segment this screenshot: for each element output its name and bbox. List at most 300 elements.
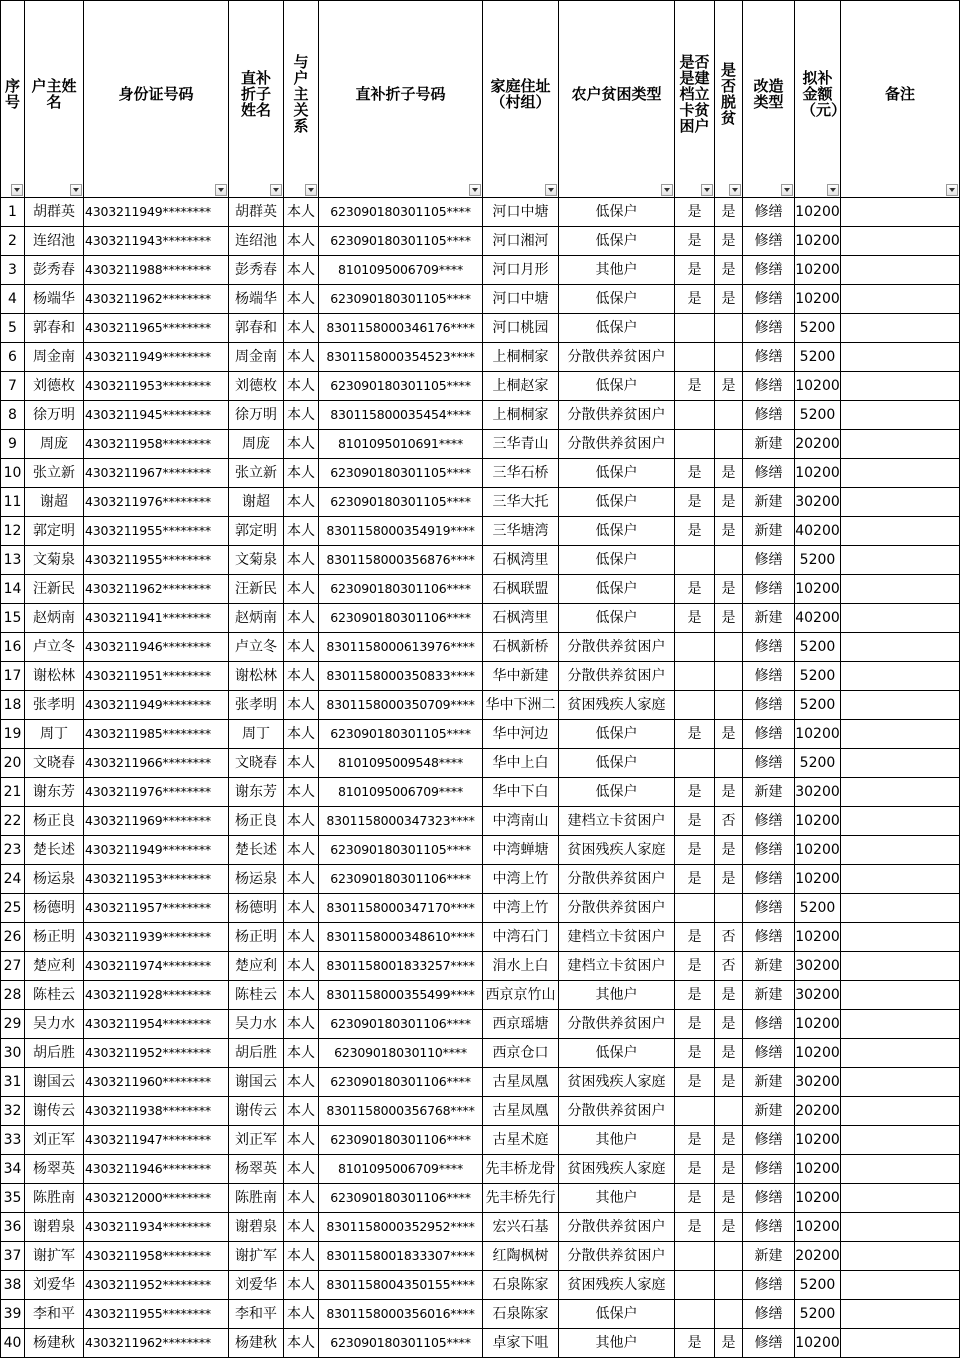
cell-poverty-type[interactable]: 建档立卡贫困户 [559,923,675,952]
filter-dropdown-icon[interactable] [946,184,958,196]
cell-reform-type[interactable]: 修缮 [743,807,795,836]
cell-seq[interactable]: 5 [1,314,25,343]
cell-reform-type[interactable]: 修缮 [743,1039,795,1068]
cell-owner[interactable]: 郭春和 [25,314,84,343]
cell-subsidy[interactable]: 5200 [795,343,841,372]
filter-dropdown-icon[interactable] [305,184,317,196]
cell-relation[interactable]: 本人 [284,1300,319,1329]
cell-book-name[interactable]: 杨德明 [229,894,284,923]
cell-owner[interactable]: 谢国云 [25,1068,84,1097]
cell-is-lifted[interactable]: 否 [715,952,743,981]
cell-address[interactable]: 西京瑶塘 [483,1010,559,1039]
cell-book-name[interactable]: 汪新民 [229,575,284,604]
cell-remark[interactable] [841,749,960,778]
cell-remark[interactable] [841,894,960,923]
cell-seq[interactable]: 33 [1,1126,25,1155]
cell-remark[interactable] [841,1184,960,1213]
cell-remark[interactable] [841,1300,960,1329]
cell-relation[interactable]: 本人 [284,778,319,807]
cell-subsidy[interactable]: 10200 [795,575,841,604]
cell-account[interactable]: 623090180301106**** [319,1010,483,1039]
cell-reform-type[interactable]: 修缮 [743,372,795,401]
cell-book-name[interactable]: 谢扩军 [229,1242,284,1271]
cell-relation[interactable]: 本人 [284,430,319,459]
cell-account[interactable]: 623090180301105**** [319,488,483,517]
cell-address[interactable]: 河口湘河 [483,227,559,256]
cell-is-registered[interactable]: 是 [675,227,715,256]
cell-is-registered[interactable]: 是 [675,807,715,836]
cell-is-registered[interactable] [675,1242,715,1271]
cell-relation[interactable]: 本人 [284,1039,319,1068]
cell-book-name[interactable]: 杨端华 [229,285,284,314]
cell-is-lifted[interactable] [715,633,743,662]
cell-relation[interactable]: 本人 [284,1329,319,1358]
cell-owner[interactable]: 连绍池 [25,227,84,256]
cell-reform-type[interactable]: 修缮 [743,314,795,343]
cell-book-name[interactable]: 杨正明 [229,923,284,952]
cell-owner[interactable]: 汪新民 [25,575,84,604]
cell-remark[interactable] [841,488,960,517]
cell-book-name[interactable]: 彭秀春 [229,256,284,285]
cell-reform-type[interactable]: 修缮 [743,1213,795,1242]
cell-relation[interactable]: 本人 [284,836,319,865]
cell-is-lifted[interactable] [715,343,743,372]
cell-is-lifted[interactable]: 是 [715,1213,743,1242]
cell-poverty-type[interactable]: 低保户 [559,285,675,314]
cell-seq[interactable]: 21 [1,778,25,807]
cell-account[interactable]: 8301158000346176**** [319,314,483,343]
cell-subsidy[interactable]: 30200 [795,778,841,807]
cell-seq[interactable]: 19 [1,720,25,749]
cell-id-number[interactable]: 4303211949******** [84,836,229,865]
cell-account[interactable]: 623090180301105**** [319,720,483,749]
cell-account[interactable]: 8301158000352952**** [319,1213,483,1242]
cell-remark[interactable] [841,1126,960,1155]
cell-owner[interactable]: 谢扩军 [25,1242,84,1271]
cell-is-lifted[interactable] [715,749,743,778]
cell-book-name[interactable]: 周庞 [229,430,284,459]
cell-relation[interactable]: 本人 [284,1068,319,1097]
cell-is-lifted[interactable]: 是 [715,836,743,865]
cell-subsidy[interactable]: 10200 [795,1184,841,1213]
cell-remark[interactable] [841,1097,960,1126]
cell-account[interactable]: 623090180301106**** [319,604,483,633]
cell-book-name[interactable]: 李和平 [229,1300,284,1329]
cell-seq[interactable]: 3 [1,256,25,285]
cell-address[interactable]: 中湾石门 [483,923,559,952]
cell-id-number[interactable]: 4303211952******** [84,1271,229,1300]
cell-is-registered[interactable] [675,314,715,343]
cell-id-number[interactable]: 4303211974******** [84,952,229,981]
cell-owner[interactable]: 杨建秋 [25,1329,84,1358]
cell-subsidy[interactable]: 10200 [795,256,841,285]
cell-owner[interactable]: 谢松林 [25,662,84,691]
cell-poverty-type[interactable]: 低保户 [559,749,675,778]
cell-is-lifted[interactable]: 是 [715,1155,743,1184]
cell-subsidy[interactable]: 10200 [795,372,841,401]
cell-subsidy[interactable]: 30200 [795,1068,841,1097]
cell-id-number[interactable]: 4303211955******** [84,1300,229,1329]
cell-owner[interactable]: 张孝明 [25,691,84,720]
cell-poverty-type[interactable]: 其他户 [559,1184,675,1213]
cell-owner[interactable]: 吴力水 [25,1010,84,1039]
cell-reform-type[interactable]: 修缮 [743,256,795,285]
cell-address[interactable]: 中湾上竹 [483,894,559,923]
cell-id-number[interactable]: 4303211955******** [84,517,229,546]
cell-id-number[interactable]: 4303211962******** [84,1329,229,1358]
cell-seq[interactable]: 6 [1,343,25,372]
cell-account[interactable]: 8301158000347170**** [319,894,483,923]
cell-reform-type[interactable]: 修缮 [743,1271,795,1300]
cell-address[interactable]: 石泉陈家 [483,1271,559,1300]
cell-owner[interactable]: 赵炳南 [25,604,84,633]
cell-id-number[interactable]: 4303211934******** [84,1213,229,1242]
cell-poverty-type[interactable]: 分散供养贫困户 [559,401,675,430]
cell-poverty-type[interactable]: 低保户 [559,720,675,749]
cell-poverty-type[interactable]: 分散供养贫困户 [559,865,675,894]
cell-subsidy[interactable]: 40200 [795,517,841,546]
cell-subsidy[interactable]: 10200 [795,1329,841,1358]
cell-reform-type[interactable]: 新建 [743,778,795,807]
cell-owner[interactable]: 周庞 [25,430,84,459]
cell-poverty-type[interactable]: 低保户 [559,227,675,256]
cell-subsidy[interactable]: 10200 [795,836,841,865]
cell-id-number[interactable]: 4303211962******** [84,575,229,604]
cell-book-name[interactable]: 郭定明 [229,517,284,546]
cell-account[interactable]: 830115800035454**** [319,401,483,430]
cell-remark[interactable] [841,198,960,227]
cell-account[interactable]: 623090180301106**** [319,1126,483,1155]
cell-is-registered[interactable]: 是 [675,575,715,604]
filter-dropdown-icon[interactable] [215,184,227,196]
cell-relation[interactable]: 本人 [284,314,319,343]
cell-is-registered[interactable]: 是 [675,1155,715,1184]
cell-address[interactable]: 华中下白 [483,778,559,807]
cell-poverty-type[interactable]: 分散供养贫困户 [559,430,675,459]
cell-remark[interactable] [841,1068,960,1097]
cell-seq[interactable]: 40 [1,1329,25,1358]
cell-owner[interactable]: 杨正良 [25,807,84,836]
cell-owner[interactable]: 杨翠英 [25,1155,84,1184]
filter-dropdown-icon[interactable] [469,184,481,196]
cell-is-registered[interactable]: 是 [675,198,715,227]
cell-account[interactable]: 623090180301106**** [319,575,483,604]
filter-dropdown-icon[interactable] [781,184,793,196]
cell-owner[interactable]: 文菊泉 [25,546,84,575]
cell-relation[interactable]: 本人 [284,720,319,749]
cell-subsidy[interactable]: 10200 [795,459,841,488]
cell-is-lifted[interactable]: 是 [715,778,743,807]
cell-relation[interactable]: 本人 [284,1213,319,1242]
cell-subsidy[interactable]: 5200 [795,401,841,430]
cell-id-number[interactable]: 4303211988******** [84,256,229,285]
cell-relation[interactable]: 本人 [284,1126,319,1155]
cell-seq[interactable]: 24 [1,865,25,894]
cell-remark[interactable] [841,1010,960,1039]
cell-address[interactable]: 华中新建 [483,662,559,691]
cell-reform-type[interactable]: 修缮 [743,720,795,749]
cell-is-registered[interactable] [675,343,715,372]
cell-remark[interactable] [841,546,960,575]
cell-is-lifted[interactable]: 是 [715,285,743,314]
cell-is-registered[interactable] [675,546,715,575]
cell-poverty-type[interactable]: 低保户 [559,1300,675,1329]
cell-id-number[interactable]: 4303211939******** [84,923,229,952]
cell-address[interactable]: 宏兴石基 [483,1213,559,1242]
cell-poverty-type[interactable]: 低保户 [559,372,675,401]
cell-reform-type[interactable]: 修缮 [743,894,795,923]
cell-is-registered[interactable]: 是 [675,1329,715,1358]
cell-address[interactable]: 华中上白 [483,749,559,778]
cell-remark[interactable] [841,343,960,372]
cell-book-name[interactable]: 郭春和 [229,314,284,343]
cell-book-name[interactable]: 赵炳南 [229,604,284,633]
cell-is-lifted[interactable]: 是 [715,372,743,401]
cell-remark[interactable] [841,604,960,633]
cell-account[interactable]: 8301158000613976**** [319,633,483,662]
cell-seq[interactable]: 13 [1,546,25,575]
cell-poverty-type[interactable]: 贫困残疾人家庭 [559,1271,675,1300]
cell-seq[interactable]: 31 [1,1068,25,1097]
cell-is-lifted[interactable]: 是 [715,865,743,894]
cell-book-name[interactable]: 刘德枚 [229,372,284,401]
cell-poverty-type[interactable]: 分散供养贫困户 [559,1242,675,1271]
cell-remark[interactable] [841,1271,960,1300]
cell-account[interactable]: 623090180301105**** [319,372,483,401]
cell-remark[interactable] [841,662,960,691]
cell-seq[interactable]: 30 [1,1039,25,1068]
cell-relation[interactable]: 本人 [284,1010,319,1039]
cell-owner[interactable]: 胡群英 [25,198,84,227]
cell-remark[interactable] [841,227,960,256]
cell-account[interactable]: 8301158000355499**** [319,981,483,1010]
cell-poverty-type[interactable]: 其他户 [559,981,675,1010]
cell-remark[interactable] [841,372,960,401]
cell-is-lifted[interactable] [715,1097,743,1126]
cell-is-lifted[interactable]: 否 [715,807,743,836]
cell-is-registered[interactable] [675,749,715,778]
cell-address[interactable]: 西京京竹山 [483,981,559,1010]
cell-relation[interactable]: 本人 [284,343,319,372]
cell-address[interactable]: 河口桃园 [483,314,559,343]
cell-book-name[interactable]: 谢东芳 [229,778,284,807]
cell-book-name[interactable]: 刘爱华 [229,1271,284,1300]
cell-seq[interactable]: 27 [1,952,25,981]
cell-relation[interactable]: 本人 [284,894,319,923]
cell-id-number[interactable]: 4303211969******** [84,807,229,836]
cell-relation[interactable]: 本人 [284,575,319,604]
cell-owner[interactable]: 周丁 [25,720,84,749]
cell-subsidy[interactable]: 10200 [795,285,841,314]
cell-book-name[interactable]: 文晓春 [229,749,284,778]
cell-subsidy[interactable]: 10200 [795,227,841,256]
cell-reform-type[interactable]: 修缮 [743,1184,795,1213]
cell-book-name[interactable]: 谢松林 [229,662,284,691]
cell-remark[interactable] [841,952,960,981]
cell-book-name[interactable]: 谢碧泉 [229,1213,284,1242]
cell-subsidy[interactable]: 10200 [795,1039,841,1068]
cell-reform-type[interactable]: 修缮 [743,1300,795,1329]
cell-book-name[interactable]: 谢超 [229,488,284,517]
cell-account[interactable]: 623090180301105**** [319,1329,483,1358]
cell-address[interactable]: 西京仓口 [483,1039,559,1068]
cell-relation[interactable]: 本人 [284,865,319,894]
cell-remark[interactable] [841,430,960,459]
cell-poverty-type[interactable]: 其他户 [559,1126,675,1155]
cell-poverty-type[interactable]: 低保户 [559,546,675,575]
cell-remark[interactable] [841,691,960,720]
cell-seq[interactable]: 15 [1,604,25,633]
cell-owner[interactable]: 楚长述 [25,836,84,865]
cell-subsidy[interactable]: 10200 [795,720,841,749]
cell-is-lifted[interactable]: 是 [715,1126,743,1155]
cell-owner[interactable]: 文晓春 [25,749,84,778]
cell-is-lifted[interactable] [715,691,743,720]
cell-is-lifted[interactable]: 是 [715,459,743,488]
cell-address[interactable]: 中湾南山 [483,807,559,836]
cell-relation[interactable]: 本人 [284,1271,319,1300]
cell-poverty-type[interactable]: 低保户 [559,314,675,343]
cell-seq[interactable]: 38 [1,1271,25,1300]
cell-is-lifted[interactable]: 是 [715,575,743,604]
cell-poverty-type[interactable]: 其他户 [559,1329,675,1358]
cell-reform-type[interactable]: 新建 [743,952,795,981]
cell-address[interactable]: 先丰桥龙骨 [483,1155,559,1184]
filter-dropdown-icon[interactable] [827,184,839,196]
cell-reform-type[interactable]: 修缮 [743,1126,795,1155]
cell-owner[interactable]: 彭秀春 [25,256,84,285]
cell-subsidy[interactable]: 5200 [795,546,841,575]
cell-remark[interactable] [841,517,960,546]
filter-dropdown-icon[interactable] [661,184,673,196]
cell-remark[interactable] [841,923,960,952]
cell-is-registered[interactable] [675,894,715,923]
cell-owner[interactable]: 谢超 [25,488,84,517]
cell-reform-type[interactable]: 新建 [743,1068,795,1097]
cell-remark[interactable] [841,256,960,285]
cell-is-lifted[interactable]: 是 [715,488,743,517]
cell-remark[interactable] [841,633,960,662]
cell-address[interactable]: 河口中塘 [483,198,559,227]
cell-address[interactable]: 石枫湾里 [483,604,559,633]
cell-seq[interactable]: 18 [1,691,25,720]
cell-address[interactable]: 河口中塘 [483,285,559,314]
cell-remark[interactable] [841,981,960,1010]
cell-owner[interactable]: 杨端华 [25,285,84,314]
cell-id-number[interactable]: 4303211952******** [84,1039,229,1068]
cell-poverty-type[interactable]: 贫困残疾人家庭 [559,1155,675,1184]
cell-reform-type[interactable]: 修缮 [743,546,795,575]
cell-owner[interactable]: 郭定明 [25,517,84,546]
cell-account[interactable]: 623090180301106**** [319,865,483,894]
cell-relation[interactable]: 本人 [284,923,319,952]
cell-seq[interactable]: 7 [1,372,25,401]
cell-is-registered[interactable] [675,662,715,691]
cell-subsidy[interactable]: 10200 [795,198,841,227]
cell-relation[interactable]: 本人 [284,807,319,836]
cell-is-registered[interactable]: 是 [675,952,715,981]
cell-id-number[interactable]: 4303211958******** [84,430,229,459]
cell-is-lifted[interactable]: 是 [715,1010,743,1039]
cell-reform-type[interactable]: 修缮 [743,459,795,488]
cell-is-lifted[interactable] [715,1300,743,1329]
cell-id-number[interactable]: 4303211953******** [84,865,229,894]
cell-remark[interactable] [841,1242,960,1271]
cell-reform-type[interactable]: 修缮 [743,227,795,256]
cell-address[interactable]: 三华大托 [483,488,559,517]
cell-account[interactable]: 623090180301105**** [319,285,483,314]
cell-poverty-type[interactable]: 分散供养贫困户 [559,1213,675,1242]
cell-is-lifted[interactable]: 是 [715,517,743,546]
cell-is-registered[interactable]: 是 [675,1184,715,1213]
cell-subsidy[interactable]: 40200 [795,604,841,633]
cell-id-number[interactable]: 4303211976******** [84,778,229,807]
cell-seq[interactable]: 29 [1,1010,25,1039]
cell-is-registered[interactable] [675,1097,715,1126]
cell-subsidy[interactable]: 5200 [795,894,841,923]
cell-owner[interactable]: 陈桂云 [25,981,84,1010]
cell-is-lifted[interactable] [715,1271,743,1300]
cell-subsidy[interactable]: 10200 [795,807,841,836]
cell-book-name[interactable]: 徐万明 [229,401,284,430]
cell-seq[interactable]: 12 [1,517,25,546]
cell-subsidy[interactable]: 5200 [795,691,841,720]
cell-is-lifted[interactable] [715,662,743,691]
cell-is-lifted[interactable] [715,546,743,575]
cell-reform-type[interactable]: 新建 [743,604,795,633]
cell-remark[interactable] [841,401,960,430]
cell-subsidy[interactable]: 30200 [795,488,841,517]
cell-is-registered[interactable]: 是 [675,1126,715,1155]
cell-account[interactable]: 8101095006709**** [319,1155,483,1184]
cell-account[interactable]: 623090180301105**** [319,836,483,865]
cell-is-lifted[interactable]: 否 [715,923,743,952]
cell-relation[interactable]: 本人 [284,198,319,227]
cell-poverty-type[interactable]: 低保户 [559,1039,675,1068]
cell-account[interactable]: 8301158000354523**** [319,343,483,372]
cell-reform-type[interactable]: 修缮 [743,401,795,430]
cell-subsidy[interactable]: 10200 [795,923,841,952]
cell-reform-type[interactable]: 修缮 [743,343,795,372]
filter-dropdown-icon[interactable] [270,184,282,196]
filter-dropdown-icon[interactable] [701,184,713,196]
cell-seq[interactable]: 22 [1,807,25,836]
cell-seq[interactable]: 34 [1,1155,25,1184]
cell-id-number[interactable]: 4303211957******** [84,894,229,923]
cell-remark[interactable] [841,314,960,343]
cell-account[interactable]: 8301158001833307**** [319,1242,483,1271]
cell-is-registered[interactable]: 是 [675,604,715,633]
cell-reform-type[interactable]: 新建 [743,1242,795,1271]
cell-remark[interactable] [841,1329,960,1358]
cell-reform-type[interactable]: 修缮 [743,749,795,778]
cell-is-registered[interactable]: 是 [675,488,715,517]
cell-reform-type[interactable]: 修缮 [743,923,795,952]
cell-account[interactable]: 62309018030110**** [319,1039,483,1068]
cell-seq[interactable]: 39 [1,1300,25,1329]
cell-owner[interactable]: 杨正明 [25,923,84,952]
cell-address[interactable]: 河口月形 [483,256,559,285]
cell-is-registered[interactable]: 是 [675,865,715,894]
cell-book-name[interactable]: 文菊泉 [229,546,284,575]
cell-account[interactable]: 623090180301105**** [319,227,483,256]
cell-account[interactable]: 8301158000350709**** [319,691,483,720]
cell-address[interactable]: 中湾上竹 [483,865,559,894]
cell-poverty-type[interactable]: 分散供养贫困户 [559,633,675,662]
cell-is-lifted[interactable]: 是 [715,1184,743,1213]
cell-id-number[interactable]: 4303211962******** [84,285,229,314]
cell-book-name[interactable]: 刘正军 [229,1126,284,1155]
